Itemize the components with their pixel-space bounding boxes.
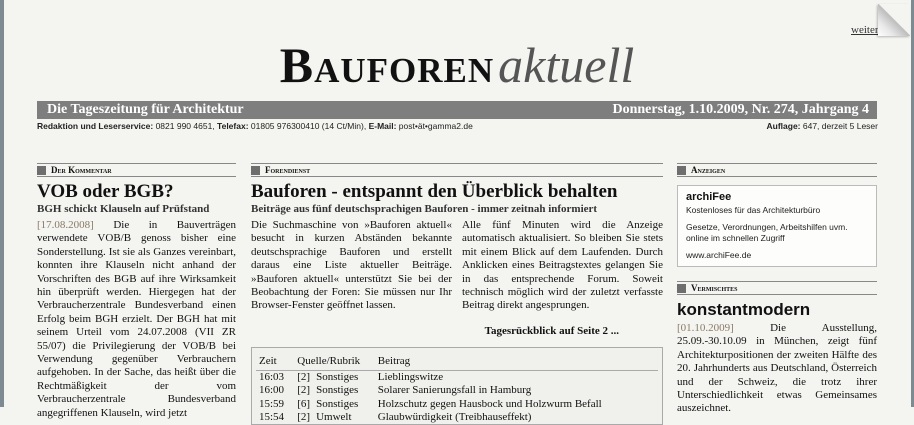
row-rubrik: Sonstiges (316, 384, 359, 397)
beitraege-table-box (251, 347, 663, 425)
kommentar-headline[interactable]: VOB oder BGB? (37, 181, 174, 202)
ad-line2: Gesetze, Verordnungen, Arbeitshilfen uvm. online im schnellen Zugriff (686, 222, 848, 243)
right-column (677, 163, 877, 416)
row-quelle-num: [2] (297, 384, 311, 397)
row-quelle-num: [6] (297, 397, 311, 410)
row-rubrik: Umwelt (316, 411, 352, 424)
contact-info (37, 121, 473, 131)
col-header-beitrag: Beitrag (375, 354, 658, 371)
row-quelle-num: [2] (297, 411, 311, 424)
row-beitrag[interactable]: Holzschutz gegen Hausbock und Holzwurm Befall (377, 397, 602, 410)
redaktion-label: Redaktion und Leserservice: (37, 121, 154, 131)
header-bar (37, 101, 877, 119)
forendienst-column (251, 163, 663, 425)
section-square-icon (677, 284, 686, 293)
masthead (0, 36, 914, 94)
telefax-value: 01805 976300410 (14 Ct/Min), (248, 121, 369, 131)
forendienst-col2: Alle fünf Minuten wird die Anzeige automatisch aktualisiert. So bleiben Sie stets mit einem Blick auf dem Laufenden. Durch Anklicken eines Beitragstextes gelangen Sie in das entsprechende Forum. Soweit technisch möglich wird der zuletzt verfasste Beitrag direkt angesprungen. (462, 219, 663, 312)
redaktion-phone: 0821 990 4651, (153, 121, 218, 131)
vermischtes-headline[interactable]: konstantmodern (677, 300, 811, 319)
col-header-quelle: Quelle/Rubrik (294, 354, 375, 371)
row-beitrag[interactable]: Glaubwürdigkeit (Treibhauseffekt) (377, 411, 532, 424)
row-rubrik: Sonstiges (316, 397, 359, 410)
section-header-anzeigen (677, 163, 877, 177)
forendienst-body (251, 219, 663, 313)
section-header-kommentar (37, 163, 236, 177)
section-title: Anzeigen (691, 165, 726, 175)
tagesrueckblick-link[interactable]: Tagesrückblick auf Seite 2 ... (484, 324, 619, 337)
row-rubrik: Sonstiges (316, 370, 359, 383)
section-header-vermischtes (677, 281, 877, 295)
section-title: Der Kommentar (51, 165, 112, 175)
section-square-icon (251, 166, 260, 175)
auflage-info (767, 121, 879, 131)
issue-date: Donnerstag, 1.10.2009, Nr. 274, Jahrgang 4 (612, 102, 869, 117)
table-row[interactable] (256, 384, 658, 397)
archifee-ad[interactable] (677, 185, 877, 267)
tagline: Die Tageszeitung für Architektur (47, 102, 244, 117)
telefax-label: Telefax: (217, 121, 249, 131)
row-beitrag[interactable]: Lieblingswitze (377, 370, 444, 383)
row-zeit: 16:00 (259, 384, 285, 397)
forendienst-col1: Die Suchmaschine von »Bauforen aktuell« besucht in kurzen Abständen bekannte deutschsprachige Bauforen und erstellt daraus eine Liste aktueller Beiträge. »Bauforen aktuell« unterstützt Sie bei der Beobachtung der Foren: Sie müssen nur Ihr Browser-Fenster geöffnet lassen. (251, 219, 452, 312)
ad-url[interactable]: www.archiFee.de (686, 250, 752, 260)
ad-title: archiFee (686, 191, 732, 203)
kommentar-body (37, 219, 236, 420)
row-zeit: 16:03 (259, 370, 285, 383)
email-label: E-Mail: (368, 121, 397, 131)
vermischtes-text: Die Ausstellung, 25.09.-30.10.09 in München, zeigt fünf Architekturpositionen der zweiten Hälfte des 20. Jahrhunderts aus Deutschland, Österreich und der Schweiz, die trotz ihrer Unterschiedlichkeit etwas Gemeinsames auszeichnet. (677, 322, 877, 415)
table-row[interactable] (256, 370, 658, 384)
row-quelle-num: [2] (297, 370, 311, 383)
table-header-row (256, 354, 658, 371)
masthead-title: Bauforen (279, 37, 495, 93)
email-value[interactable]: post•ät•gamma2.de (396, 121, 473, 131)
table-row[interactable] (256, 411, 658, 424)
row-beitrag[interactable]: Solarer Sanierungsfall in Hamburg (377, 384, 532, 397)
col-header-zeit: Zeit (256, 354, 294, 371)
row-zeit: 15:54 (259, 411, 285, 424)
vermischtes-date: [01.10.2009] (677, 322, 734, 334)
beitraege-table (256, 354, 658, 425)
forendienst-headline[interactable]: Bauforen - entspannt den Überblick behalten (251, 181, 618, 202)
page-curl-icon[interactable] (878, 4, 910, 36)
ad-line1: Kostenloses für das Architekturbüro (686, 205, 821, 215)
next-page-link[interactable]: weiter (851, 24, 879, 36)
section-square-icon (677, 166, 686, 175)
kommentar-date: [17.08.2008] (37, 219, 94, 231)
section-title: Forendienst (265, 165, 311, 175)
section-square-icon (37, 166, 46, 175)
section-title: Vermischtes (691, 283, 738, 293)
section-header-forendienst (251, 163, 663, 177)
kommentar-column (37, 163, 236, 420)
table-row[interactable] (256, 398, 658, 411)
row-zeit: 15:59 (259, 397, 285, 410)
forendienst-subhead: Beiträge aus fünf deutschsprachigen Bauforen - immer zeitnah informiert (251, 203, 598, 215)
auflage-value: 647, derzeit 5 Leser (800, 121, 878, 131)
auflage-label: Auflage: (766, 121, 801, 131)
vermischtes-body (677, 322, 877, 416)
kommentar-text: Die in Bauverträgen verwendete VOB/B genoss bisher eine Sonderstellung. Ist sie als Ganzes vereinbart, konnten ihre Klauseln nicht anhand der Vorschriften des BGB auf ihre Wirksamkeit hin überprüft werden. Hiergegen hat der Verbraucherzentrale Bundesverband einen Erfolg beim BGH erzielt. Der BGH hat mit seinem Urteil vom 24.07.2008 (VII ZR 55/07) die Privilegierung der VOB/B bei Verwendung gegenüber Verbrauchern aufgehoben. In der Sache, das heißt über die Rechtmäßigkeit der vom Verbraucherzentrale Bundesverband angegriffenen Klauseln, wird jetzt (37, 219, 236, 419)
kommentar-subhead: BGH schickt Klauseln auf Prüfstand (37, 203, 210, 215)
masthead-subtitle: aktuell (498, 37, 635, 93)
